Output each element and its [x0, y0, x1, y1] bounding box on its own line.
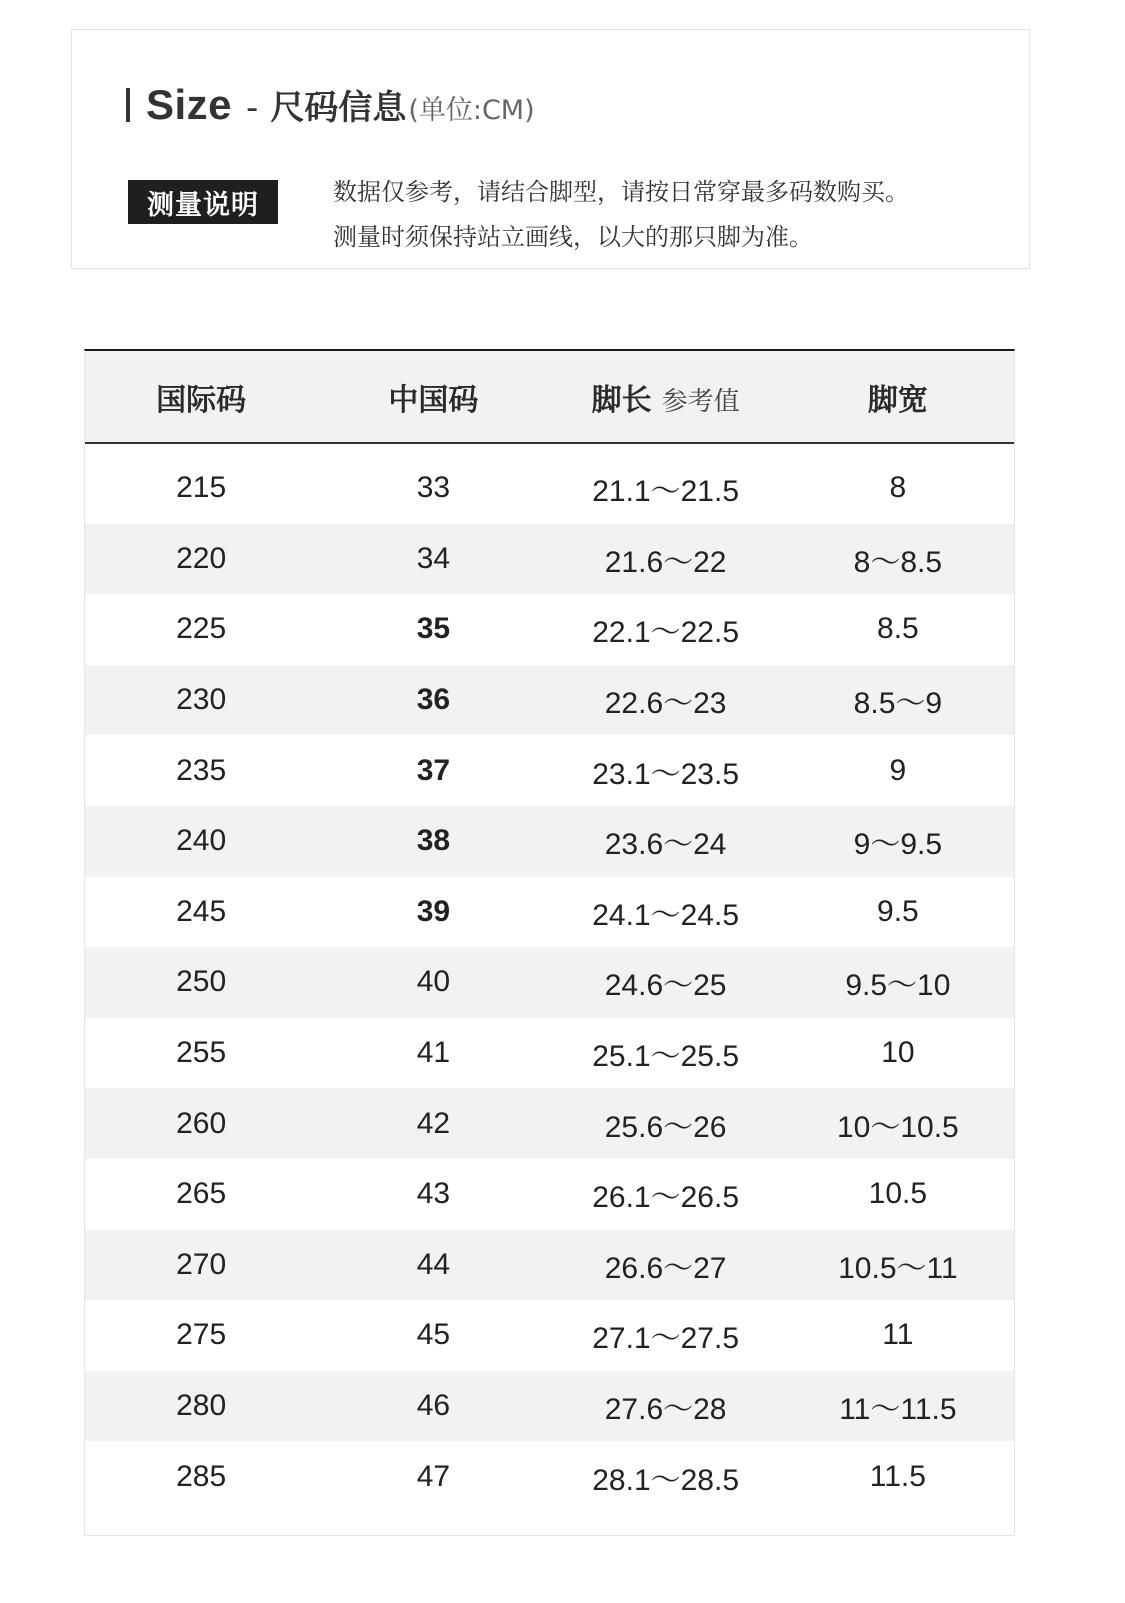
cell-international-size: 245	[176, 894, 227, 928]
cell-foot-width: 8.5	[877, 612, 919, 646]
table-row	[85, 1088, 1014, 1159]
cell-china-size: 38	[416, 824, 451, 858]
cell-china-size: 42	[416, 1106, 451, 1140]
table-row	[85, 665, 1014, 736]
measure-instructions-badge: 测量说明	[128, 180, 278, 224]
cell-international-size: 265	[176, 1177, 227, 1211]
table-row	[85, 735, 1014, 806]
cell-foot-width: 10～10.5	[836, 1110, 959, 1144]
cell-international-size: 215	[176, 471, 227, 505]
note-line: 测量时须保持站立画线，以大的那只脚为准。	[333, 223, 813, 251]
cell-foot-width: 9.5	[877, 894, 919, 928]
table-row	[85, 594, 1014, 665]
size-table	[84, 349, 1015, 1536]
cell-foot-length: 24.6～25	[604, 969, 727, 1003]
cell-international-size: 260	[176, 1106, 227, 1140]
table-row	[85, 1371, 1014, 1442]
cell-foot-width: 11.5	[869, 1459, 926, 1493]
cell-international-size: 285	[176, 1459, 227, 1493]
cell-international-size: 255	[176, 1036, 227, 1070]
table-row	[85, 453, 1014, 524]
cell-foot-length: 24.1～24.5	[592, 898, 740, 932]
cell-china-size: 37	[416, 753, 451, 787]
cell-china-size: 35	[416, 612, 451, 646]
cell-international-size: 250	[176, 965, 227, 999]
cell-foot-length: 26.6～27	[604, 1251, 727, 1285]
cell-china-size: 44	[416, 1247, 451, 1281]
table-row	[85, 524, 1014, 595]
cell-international-size: 230	[176, 683, 227, 717]
cell-foot-length: 26.1～26.5	[592, 1181, 740, 1215]
column-header-china	[317, 375, 549, 419]
cell-foot-length: 25.1～25.5	[592, 1040, 740, 1074]
table-header	[85, 351, 1014, 444]
cell-foot-length: 27.1～27.5	[592, 1322, 740, 1356]
cell-foot-length: 21.1～21.5	[592, 475, 740, 509]
cell-foot-width: 11～11.5	[839, 1393, 957, 1427]
cell-foot-length: 23.1～23.5	[592, 757, 740, 791]
cell-china-size: 45	[416, 1318, 451, 1352]
title-unit: (单位:CM)	[408, 95, 535, 126]
table-row	[85, 1018, 1014, 1089]
cell-foot-length: 22.1～22.5	[592, 616, 740, 650]
column-header-foot-length	[550, 375, 782, 419]
column-header-foot-width	[782, 375, 1014, 419]
table-row	[85, 1159, 1014, 1230]
column-header-label: 中国码	[388, 382, 479, 418]
cell-international-size: 275	[176, 1318, 227, 1352]
cell-international-size: 240	[176, 824, 227, 858]
cell-foot-length: 27.6～28	[604, 1393, 727, 1427]
title-english: Size	[146, 81, 233, 128]
table-row	[85, 1230, 1014, 1301]
cell-china-size: 41	[416, 1036, 451, 1070]
cell-china-size: 36	[416, 683, 451, 717]
column-header-label: 脚宽	[867, 382, 928, 418]
title-accent-bar	[126, 88, 130, 122]
cell-china-size: 39	[416, 894, 451, 928]
table-row	[85, 947, 1014, 1018]
cell-international-size: 220	[176, 541, 227, 575]
cell-foot-width: 9	[889, 753, 907, 787]
cell-foot-width: 10	[881, 1036, 915, 1070]
page-title	[126, 80, 535, 130]
cell-foot-length: 28.1～28.5	[592, 1463, 740, 1497]
cell-foot-width: 10.5～11	[838, 1251, 958, 1285]
cell-foot-length: 21.6～22	[604, 545, 727, 579]
column-header-label: 国际码	[156, 382, 247, 418]
cell-foot-length: 25.6～26	[604, 1110, 727, 1144]
column-header-sublabel: 参考值	[661, 386, 740, 417]
cell-foot-width: 10.5	[868, 1177, 928, 1211]
title-chinese: 尺码信息	[270, 88, 407, 128]
column-header-international	[85, 375, 317, 419]
cell-foot-width: 8～8.5	[853, 545, 943, 579]
cell-foot-length: 22.6～23	[604, 687, 727, 721]
cell-china-size: 34	[416, 541, 451, 575]
table-row	[85, 806, 1014, 877]
cell-foot-width: 8.5～9	[853, 687, 943, 721]
cell-china-size: 47	[416, 1459, 451, 1493]
table-body	[85, 444, 1014, 1512]
cell-international-size: 235	[176, 753, 227, 787]
column-header-label: 脚长	[591, 382, 652, 418]
cell-china-size: 43	[416, 1177, 451, 1211]
cell-china-size: 33	[416, 471, 451, 505]
table-row	[85, 1300, 1014, 1371]
cell-foot-width: 8	[889, 471, 907, 505]
cell-international-size: 225	[176, 612, 227, 646]
title-separator: -	[246, 88, 259, 128]
cell-foot-width: 11	[882, 1318, 914, 1352]
cell-international-size: 280	[176, 1389, 227, 1423]
cell-china-size: 40	[416, 965, 451, 999]
cell-foot-length: 23.6～24	[604, 828, 727, 862]
note-line: 数据仅参考，请结合脚型，请按日常穿最多码数购买。	[333, 178, 909, 206]
measure-notes	[333, 170, 909, 260]
table-row	[85, 1441, 1014, 1512]
cell-foot-width: 9.5～10	[845, 969, 951, 1003]
size-info-card	[71, 29, 1030, 269]
table-row	[85, 877, 1014, 948]
cell-china-size: 46	[416, 1389, 451, 1423]
cell-foot-width: 9～9.5	[853, 828, 943, 862]
cell-international-size: 270	[176, 1247, 227, 1281]
